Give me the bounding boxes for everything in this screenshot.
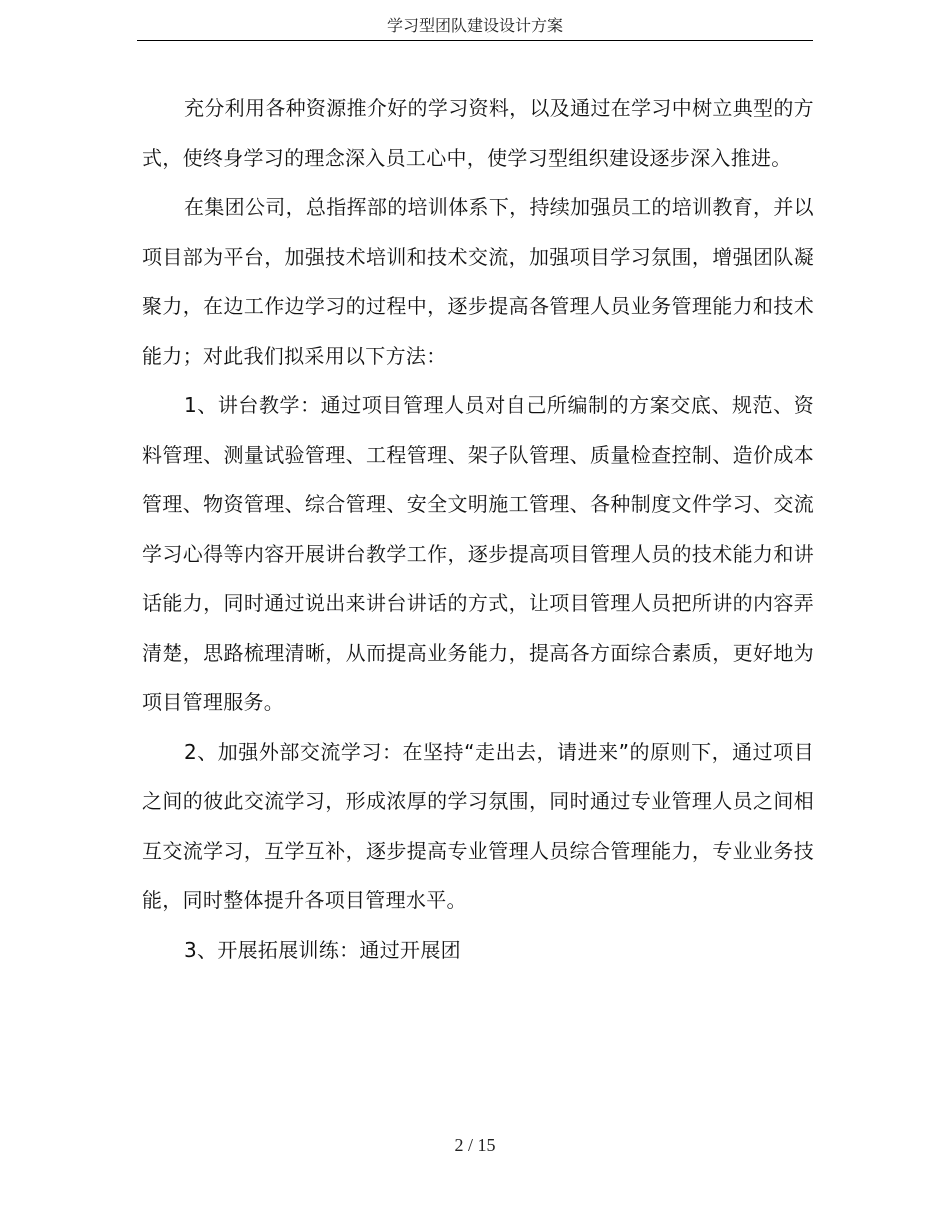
page-header-title: 学习型团队建设设计方案 bbox=[137, 12, 813, 41]
paragraph-outward-training: 3、开展拓展训练：通过开展团 bbox=[184, 937, 461, 962]
paragraph-external-exchange: 2、加强外部交流学习：在坚持“走出去，请进来”的原则下，通过项目之间的彼此交流学习，形成浓厚的学习氛围，同时通过专业管理人员之间相互交流学习，互学互补，逐步提高专业管理人员综合管理能力，专业业务技能，同时整体提升各项目管理水平。 bbox=[142, 739, 814, 912]
page-number: 2 / 15 bbox=[454, 1135, 496, 1155]
paragraph-training-system: 在集团公司，总指挥部的培训体系下，持续加强员工的培训教育，并以项目部为平台，加强技术培训和技术交流，加强项目学习氛围，增强团队凝聚力，在边工作边学习的过程中，逐步提高各管理人员业务管理能力和技术能力；对此我们拟采用以下方法： bbox=[142, 195, 814, 368]
document-body bbox=[142, 84, 814, 975]
paragraph-resources: 充分利用各种资源推介好的学习资料，以及通过在学习中树立典型的方式，使终身学习的理念深入员工心中，使学习型组织建设逐步深入推进。 bbox=[142, 96, 814, 170]
paragraph-podium-teaching: 1、讲台教学：通过项目管理人员对自己所编制的方案交底、规范、资料管理、测量试验管理、工程管理、架子队管理、质量检查控制、造价成本管理、物资管理、综合管理、安全文明施工管理、各种制度文件学习、交流学习心得等内容开展讲台教学工作，逐步提高项目管理人员的技术能力和讲话能力，同时通过说出来讲台讲话的方式，让项目管理人员把所讲的内容弄清楚，思路梳理清晰，从而提高业务能力，提高各方面综合素质，更好地为项目管理服务。 bbox=[142, 393, 814, 714]
